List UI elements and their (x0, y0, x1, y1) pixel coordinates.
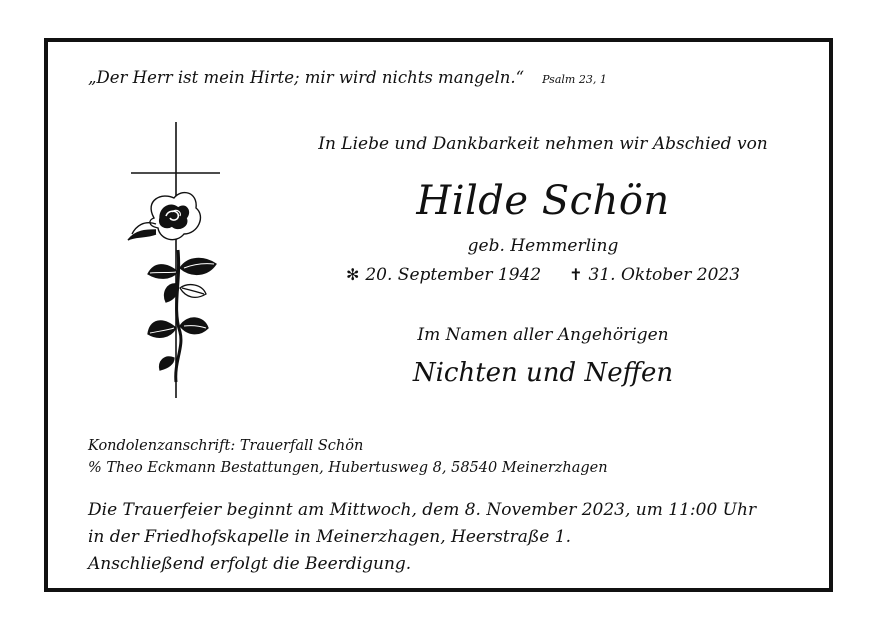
ceremony-line-3: Anschließend erfolgt die Beerdigung. (88, 554, 412, 574)
on-behalf-line: Im Namen aller Angehörigen (417, 325, 669, 345)
condolence-address-line-1: Kondolenzanschrift: Trauerfall Schön (88, 438, 364, 454)
bible-quote (88, 68, 607, 87)
death-date: 31. Oktober 2023 (588, 265, 741, 285)
rose-flower (128, 193, 200, 240)
birth-star-icon: ✻ (345, 265, 360, 284)
rose-leaves (148, 258, 216, 370)
life-dates (303, 265, 783, 285)
cross-with-rose-icon (126, 122, 226, 402)
birth-date: 20. September 1942 (365, 265, 542, 285)
mourners-line: Nichten und Neffen (412, 358, 674, 388)
farewell-intro: In Liebe und Dankbarkeit nehmen wir Abschied von (318, 134, 768, 154)
ceremony-line-1: Die Trauerfeier beginnt am Mittwoch, dem 8. November 2023, um 11:00 Uhr (88, 500, 757, 520)
death-cross-icon: ✝ (569, 265, 583, 284)
quote-text: „Der Herr ist mein Hirte; mir wird nichts mangeln.“ (88, 68, 525, 87)
quote-reference: Psalm 23, 1 (542, 73, 607, 86)
condolence-address-line-2: % Theo Eckmann Bestattungen, Hubertusweg 8, 58540 Meinerzhagen (88, 460, 608, 476)
deceased-name: Hilde Schön (416, 178, 670, 224)
obituary-frame (44, 38, 833, 592)
ceremony-line-2: in der Friedhofskapelle in Meinerzhagen, Heerstraße 1. (88, 527, 571, 547)
birth-name: geb. Hemmerling (467, 236, 619, 256)
